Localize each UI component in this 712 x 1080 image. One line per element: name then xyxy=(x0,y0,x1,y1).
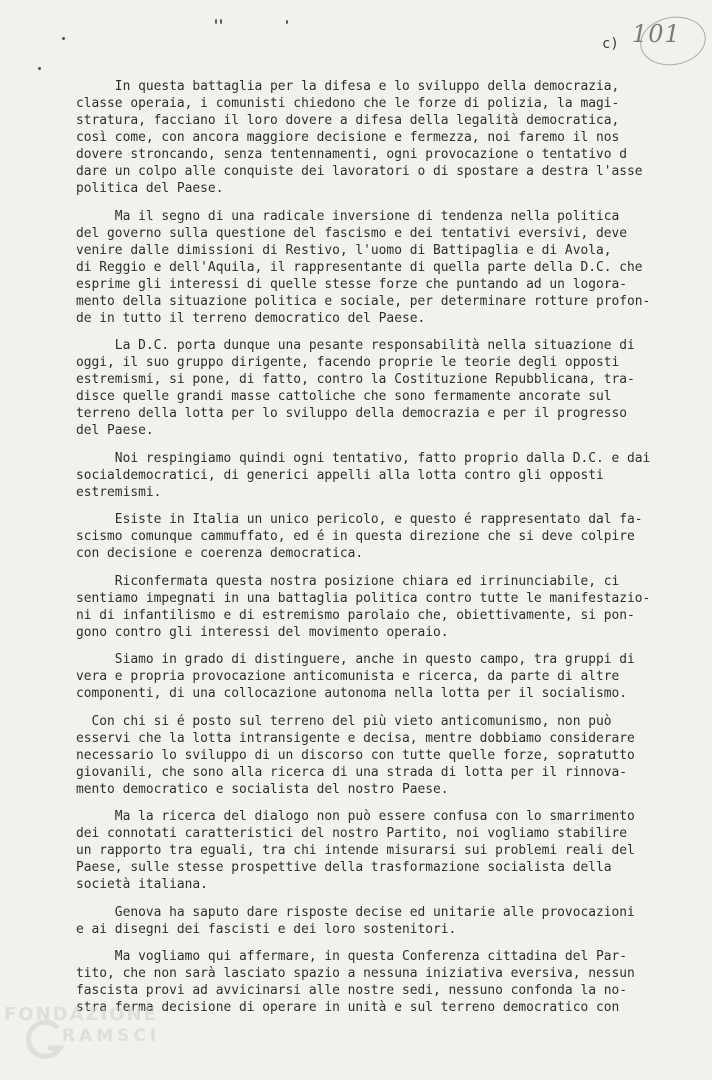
archive-watermark xyxy=(4,1000,204,1080)
text-line: un rapporto tra eguali, tra chi intende misurarsi sui problemi reali del xyxy=(76,843,635,858)
text-line: socialdemocratici, di generici appelli alla lotta contro gli opposti xyxy=(76,467,604,483)
page-marker: c) xyxy=(602,36,619,52)
text-line: del Paese. xyxy=(76,423,154,438)
text-line: La D.C. porta dunque una pesante responsabilità nella situazione di xyxy=(76,338,635,353)
text-line: In questa battaglia per la difesa e lo sviluppo della democrazia, xyxy=(76,79,620,94)
text-line: sentiamo impegnati in una battaglia politica contro tutte le manifestazio- xyxy=(76,590,651,606)
text-line: terreno della lotta per lo sviluppo della democrazia e per il progresso xyxy=(76,406,628,421)
text-line: estremismi, si pone, di fatto, contro la Costituzione Repubblicana, tra- xyxy=(76,372,635,387)
paragraph xyxy=(76,78,690,197)
paragraph xyxy=(76,651,690,702)
text-line: esprime gli interessi di quelle stesse forze che puntando ad un logora- xyxy=(76,276,628,292)
text-line: Genova ha saputo dare risposte decise ed unitarie alle provocazioni xyxy=(76,904,635,920)
text-line: Riconfermata questa nostra posizione chiara ed irrinunciabile, ci xyxy=(76,573,620,589)
text-line: de in tutto il terreno democratico del Paese. xyxy=(76,310,426,326)
paragraph xyxy=(76,337,690,439)
text-line: esservi che la lotta intransigente e decisa, mentre dobbiamo considerare xyxy=(76,730,635,746)
ink-speck xyxy=(220,19,222,24)
text-line: dovere stroncando, senza tentennamenti, ogni provocazione o tentativo d xyxy=(76,147,628,162)
folio-number: 101 xyxy=(632,20,681,48)
text-line: Siamo in grado di distinguere, anche in questo campo, tra gruppi di xyxy=(76,652,635,667)
paragraph xyxy=(76,808,690,893)
watermark-line-1: FONDAZIONE xyxy=(4,1004,158,1025)
text-line: mento democratico e socialista del nostro Paese. xyxy=(76,781,449,797)
text-line: Noi respingiamo quindi ogni tentativo, fatto proprio dalla D.C. e dai xyxy=(76,450,651,466)
ink-speck xyxy=(286,20,288,24)
text-line: necessario lo sviluppo di un discorso con tutte quelle forze, sopratutto xyxy=(76,747,635,763)
text-line: dare un colpo alle conquiste dei lavoratori o di spostare a destra l'asse xyxy=(76,164,643,179)
text-line: Ma il segno di una radicale inversione di tendenza nella politica xyxy=(76,208,620,224)
text-line: Con chi si é posto sul terreno del più vieto anticomunismo, non può xyxy=(76,713,612,729)
text-line: estremismi. xyxy=(76,484,162,500)
text-line: disce quelle grandi masse cattoliche che sono fermamente ancorate sul xyxy=(76,389,612,404)
paragraph xyxy=(76,208,690,327)
text-line: classe operaia, i comunisti chiedono che le forze di polizia, la magi- xyxy=(76,96,620,111)
text-line: gono contro gli interessi del movimento operaio. xyxy=(76,624,449,640)
text-line: venire dalle dimissioni di Restivo, l'uomo di Battipaglia e di Avola, xyxy=(76,242,612,258)
watermark-line-2: RAMSCI xyxy=(62,1026,161,1046)
text-line: così come, con ancora maggiore decisione e fermezza, noi faremo il nos xyxy=(76,130,620,145)
text-line: con decisione e coerenza democratica. xyxy=(76,546,364,561)
text-line: Esiste in Italia un unico pericolo, e questo é rappresentato dal fa- xyxy=(76,512,643,527)
paragraph xyxy=(76,450,690,501)
text-line: scismo comunque cammuffato, ed é in questa direzione che si deve colpire xyxy=(76,529,635,544)
text-line: dei connotati caratteristici del nostro Partito, noi vogliamo stabilire xyxy=(76,826,628,841)
text-line: Paese, sulle stesse prospettive della trasformazione socialista della xyxy=(76,860,612,875)
watermark-g-logo-icon xyxy=(26,1020,66,1064)
text-line: politica del Paese. xyxy=(76,181,224,196)
text-line: mento della situazione politica e sociale, per determinare rotture profon- xyxy=(76,293,651,309)
paragraph xyxy=(76,713,690,798)
ink-speck xyxy=(215,19,217,24)
document-body xyxy=(76,78,690,1027)
ink-speck xyxy=(62,37,65,40)
text-line: e ai disegni dei fascisti e dei loro sostenitori. xyxy=(76,921,457,937)
ink-speck xyxy=(38,67,41,70)
text-line: Ma la ricerca del dialogo non può essere confusa con lo smarrimento xyxy=(76,809,635,824)
paragraph xyxy=(76,511,690,562)
text-line: stra ferma decisione di operare in unità e sul terreno democratico con xyxy=(76,1000,620,1015)
text-line: ni di infantilismo e di estremismo parolaio che, obiettivamente, si pon- xyxy=(76,607,635,623)
paragraph xyxy=(76,904,690,938)
text-line: tito, che non sarà lasciato spazio a nessuna iniziativa eversiva, nessun xyxy=(76,966,635,981)
text-line: del governo sulla questione del fascismo e dei tentativi eversivi, deve xyxy=(76,225,628,241)
text-line: società italiana. xyxy=(76,877,208,892)
text-line: fascista provi ad avvicinarsi alle nostre sedi, nessuno confonda la no- xyxy=(76,983,628,998)
text-line: di Reggio e dell'Aquila, il rappresentante di quella parte della D.C. che xyxy=(76,259,643,275)
text-line: vera e propria provocazione anticomunista e ricerca, da parte di altre xyxy=(76,669,620,684)
text-line: giovanili, che sono alla ricerca di una strada di lotta per il rinnova- xyxy=(76,764,628,780)
text-line: oggi, il suo gruppo dirigente, facendo proprie le teorie degli opposti xyxy=(76,355,620,370)
text-line: stratura, facciano il loro dovere a difesa della legalità democratica, xyxy=(76,113,620,128)
text-line: Ma vogliamo qui affermare, in questa Conferenza cittadina del Par- xyxy=(76,949,628,964)
paragraph xyxy=(76,573,690,641)
text-line: componenti, di una collocazione autonoma nella lotta per il socialismo. xyxy=(76,686,628,701)
